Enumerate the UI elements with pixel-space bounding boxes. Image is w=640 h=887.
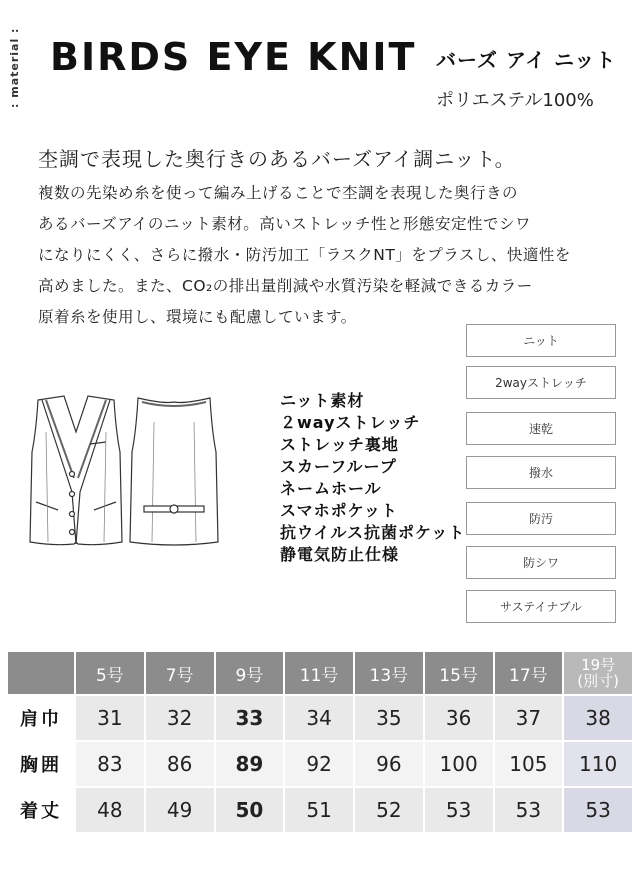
table-cell: 105 [494,741,564,787]
table-cell: 49 [145,787,215,833]
row-label: 胸囲 [7,741,75,787]
table-cell: 36 [424,695,494,741]
tag-2way-stretch: 2wayストレッチ [466,366,616,399]
feature-item: 抗ウイルス抗菌ポケット [280,523,466,542]
feature-item: ストレッチ裏地 [280,435,399,454]
catch-copy: 杢調で表現した奥行きのあるバーズアイ調ニット。 [38,147,516,171]
size-header: 7号 [145,651,215,695]
table-cell: 89 [215,741,285,787]
material-label: : material : [8,27,21,108]
row-label: 肩巾 [7,695,75,741]
tag-wrinkle-resistant: 防シワ [466,546,616,579]
description-line: 高めました。また、CO₂の排出量削減や水質汚染を軽減できるカラー [38,277,533,295]
size-header: 5号 [75,651,145,695]
feature-item: 静電気防止仕様 [280,545,400,564]
feature-item: スマホポケット [280,501,398,520]
size-header: 17号 [494,651,564,695]
table-cell: 37 [494,695,564,741]
vest-illustration [16,392,266,562]
table-cell: 53 [494,787,564,833]
tag-knit: ニット [466,324,616,357]
description-line: 原着糸を使用し、環境にも配慮しています。 [38,308,357,326]
feature-item: ニット素材 [280,391,365,410]
row-label: 着丈 [7,787,75,833]
vest-front-icon [30,396,122,545]
table-cell: 96 [354,741,424,787]
special-size-label: 19号 [581,656,616,674]
table-cell: 110 [563,741,633,787]
feature-list [280,390,465,566]
feature-item: ２wayストレッチ [280,413,421,432]
table-cell: 53 [424,787,494,833]
description-line: 複数の先染め糸を使って編み上げることで杢調を表現した奥行きの [38,184,519,202]
composition: ポリエステル100% [436,90,594,111]
size-header: 13号 [354,651,424,695]
table-cell: 53 [563,787,633,833]
table-cell: 100 [424,741,494,787]
special-size-note: (別寸) [577,672,619,690]
description-line: になりにくく、さらに撥水・防汚加工「ラスクNT」をプラスし、快適性を [38,246,571,264]
table-cell: 51 [284,787,354,833]
table-cell: 32 [145,695,215,741]
material-title-ja: バーズ アイ ニット [436,48,617,72]
table-cell: 86 [145,741,215,787]
size-header-special [563,651,633,695]
table-cell: 52 [354,787,424,833]
table-cell: 38 [563,695,633,741]
table-cell: 35 [354,695,424,741]
tag-stain-resistant: 防汚 [466,502,616,535]
table-cell: 31 [75,695,145,741]
tag-quick-dry: 速乾 [466,412,616,445]
table-cell: 50 [215,787,285,833]
tag-sustainable: サステイナブル [466,590,616,623]
table-cell: 48 [75,787,145,833]
description-line: あるバーズアイのニット素材。高いストレッチ性と形態安定性でシワ [38,215,532,233]
table-cell: 83 [75,741,145,787]
tag-water-repellent: 撥水 [466,456,616,489]
size-header: 11号 [284,651,354,695]
table-row [7,787,633,833]
table-row [7,741,633,787]
feature-item: ネームホール [280,479,382,498]
size-header-row [7,651,633,695]
table-corner [7,651,75,695]
vest-back-icon [130,398,218,545]
material-title: BIRDS EYE KNIT [50,35,417,79]
size-table [6,650,634,834]
table-cell: 33 [215,695,285,741]
table-cell: 34 [284,695,354,741]
description [38,178,598,333]
table-cell: 92 [284,741,354,787]
feature-item: スカーフループ [280,457,397,476]
size-header: 9号 [215,651,285,695]
size-header: 15号 [424,651,494,695]
table-row [7,695,633,741]
